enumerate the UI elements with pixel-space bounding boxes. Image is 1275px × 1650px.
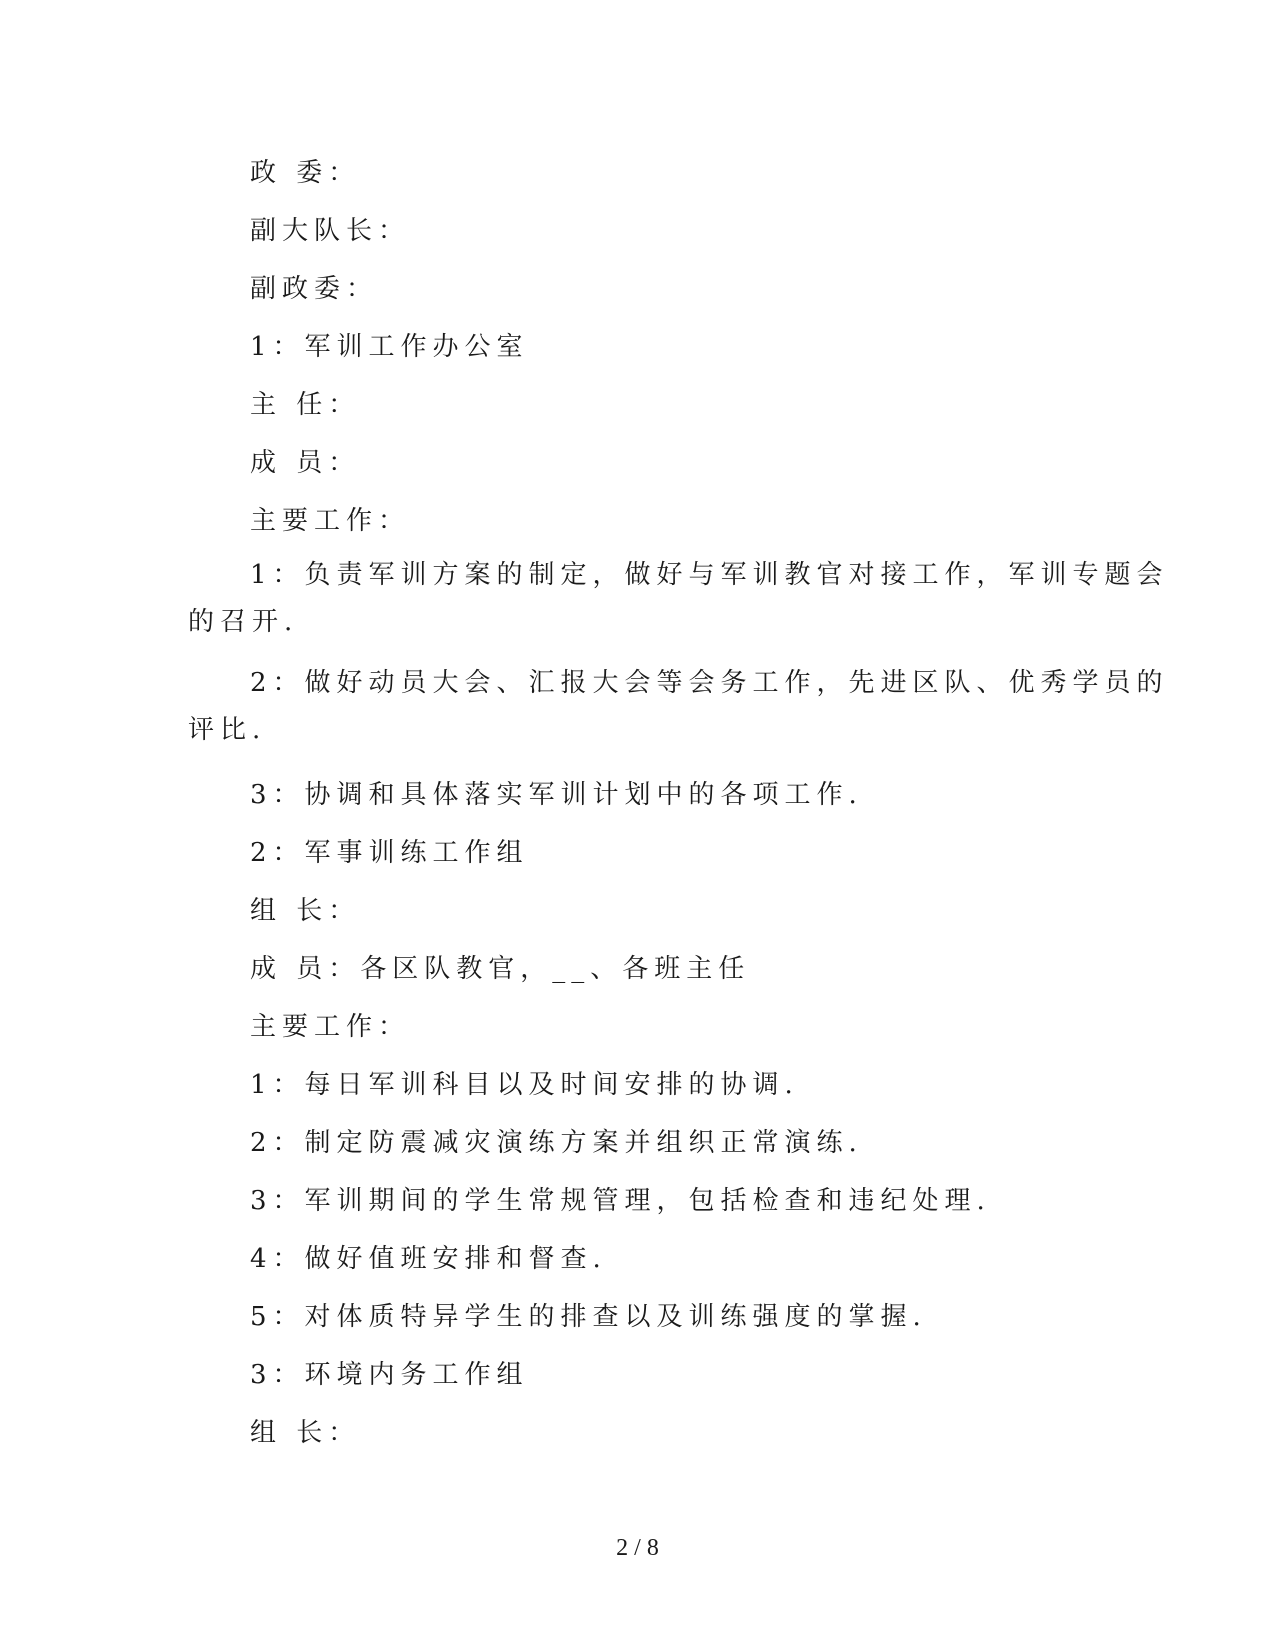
training-main-work-heading: 主要工作： xyxy=(250,1012,411,1042)
group-leader-line: 组 长： xyxy=(250,896,361,926)
section-heading-office: 1：军训工作办公室 xyxy=(250,332,529,362)
section-heading-environment: 3：环境内务工作组 xyxy=(250,1360,529,1390)
office-duty-1-line-2: 的召开. xyxy=(188,607,299,637)
members-line: 成 员： xyxy=(250,448,361,478)
office-duty-2-line-2: 评比. xyxy=(188,715,267,745)
page-number: 2 / 8 xyxy=(616,1535,659,1561)
training-duty-3: 3：军训期间的学生常规管理，包括检查和违纪处理. xyxy=(250,1186,991,1216)
training-members-line: 成 员：各区队教官，__、各班主任 xyxy=(250,954,751,984)
training-duty-2: 2：制定防震减灾演练方案并组织正常演练. xyxy=(250,1128,863,1158)
environment-group-leader-line: 组 长： xyxy=(250,1418,361,1448)
main-work-heading: 主要工作： xyxy=(250,506,411,536)
commissar-line: 政 委： xyxy=(250,158,361,188)
training-duty-1: 1：每日军训科目以及时间安排的协调. xyxy=(250,1070,799,1100)
director-line: 主 任： xyxy=(250,390,361,420)
training-duty-4: 4：做好值班安排和督查. xyxy=(250,1244,607,1274)
office-duty-2-line-1: 2：做好动员大会、汇报大会等会务工作，先进区队、优秀学员的 xyxy=(250,668,1169,698)
document-body xyxy=(188,144,1169,1462)
training-duty-5: 5：对体质特异学生的排查以及训练强度的掌握. xyxy=(250,1302,927,1332)
office-duty-3: 3：协调和具体落实军训计划中的各项工作. xyxy=(250,780,863,810)
section-heading-training: 2：军事训练工作组 xyxy=(250,838,529,868)
office-duty-1-line-1: 1：负责军训方案的制定，做好与军训教官对接工作，军训专题会 xyxy=(250,560,1169,590)
deputy-captain-line: 副大队长： xyxy=(250,216,411,246)
deputy-commissar-line: 副政委： xyxy=(250,274,379,304)
